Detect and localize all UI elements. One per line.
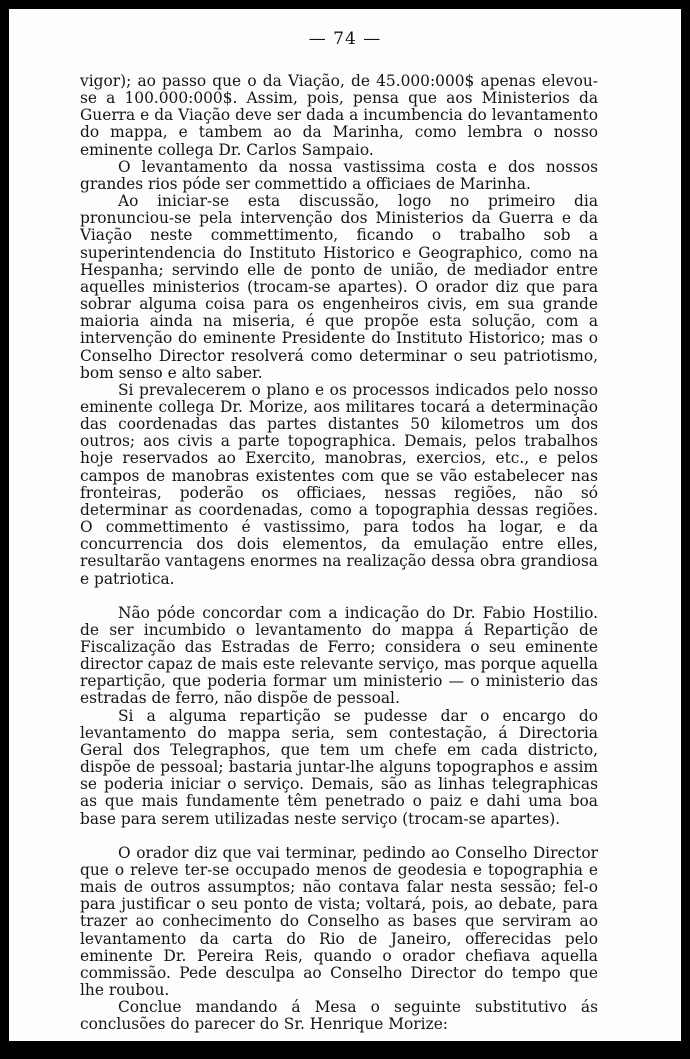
- paragraph-3: Ao iniciar-se esta discussão, logo no primeiro dia pronunciou-se pela intervenção dos Ministerios da Guerra e da Viação neste commettimento, ficando o trabalho sob a superintendencia do Instituto Historico e Geographico, como na Hespanha; servindo elle de ponto de união, de mediador entre aquelles ministerios (trocam-se apartes). O orador diz que para sobrar alguma coisa para os engenheiros civis, em sua grande maioria ainda na miseria, é que propõe esta solução, com a intervenção do eminente Presidente do Instituto Historico; mas o Conselho Director resolverá como determinar o seu patriotismo, bom senso e alto saber.: [80, 192, 598, 382]
- page-number: — 74 —: [308, 29, 382, 49]
- body-text: [80, 73, 598, 1033]
- paragraph-2: O levantamento da nossa vastissima costa e dos nossos grandes rios póde ser commettido a officiaes de Marinha.: [80, 157, 598, 193]
- document-page: [9, 9, 681, 1041]
- paragraph-5: Não póde concordar com a indicação do Dr. Fabio Hostilio. de ser incumbido o levantamento do mappa á Repartição de Fiscalização das Estradas de Ferro; considera o seu eminente director capaz de mais este relevante serviço, mas porque aquella repartição, que poderia formar um ministerio — o ministerio das estradas de ferro, não dispõe de pessoal.: [80, 603, 598, 708]
- paragraph-7: O orador diz que vai terminar, pedindo ao Conselho Director que o releve ter-se occupado menos de geodesia e topographia e mais de outros assumptos; não contava falar nesta sessão; fel-o para justificar o seu ponto de vista; voltará, pois, ao debate, para trazer ao conhecimento do Conselho as bases que serviram ao levantamento da carta do Rio de Janeiro, offerecidas pelo eminente Dr. Pereira Reis, quando o orador chefiava aquella commissão. Pede desculpa ao Conselho Director do tempo que lhe roubou.: [80, 843, 598, 999]
- paragraph-6: Si a alguma repartição se pudesse dar o encargo do levantamento do mappa seria, sem contestação, á Directoria Geral dos Telegraphos, que tem um chefe em cada districto, dispõe de pessoal; bastaria juntar-lhe alguns topographos e assim se poderia iniciar o serviço. Demais, são as linhas telegraphicas as que mais fundamente têm penetrado o paiz e dahi uma boa base para serem utilizadas neste serviço (trocam-se apartes).: [80, 706, 598, 828]
- paragraph-4: Si prevalecerem o plano e os processos indicados pelo nosso eminente collega Dr. Morize, aos militares tocará a determinação das coordenadas das partes distantes 50 kilometros um dos outros; aos civis a parte topographica. Demais, pelos trabalhos hoje reservados ao Exercito, manobras, exercios, etc., e pelos campos de manobras existentes com que se vão estabelecer nas fronteiras, poderão os officiaes, nessas regiões, não só determinar as coordenadas, como a topographia dessas regiões. O commettimento é vastissimo, para todos ha logar, e da concurrencia dos dois elementos, da emulação entre elles, resultarão vantagens enormes na realização dessa obra grandiosa e patriotica.: [80, 380, 598, 588]
- paragraph-1: vigor); ao passo que o da Viação, de 45.000:000$ apenas elevou-se a 100.000:000$. Assim, pois, pensa que aos Ministerios da Guerra e da Viação deve ser dada a incumbencia do levantamento do mappa, e tambem ao da Marinha, como lembra o nosso eminente collega Dr. Carlos Sampaio.: [80, 72, 598, 159]
- paragraph-8: Conclue mandando á Mesa o seguinte substitutivo ás conclusões do parecer do Sr. Henrique Morize:: [80, 998, 598, 1034]
